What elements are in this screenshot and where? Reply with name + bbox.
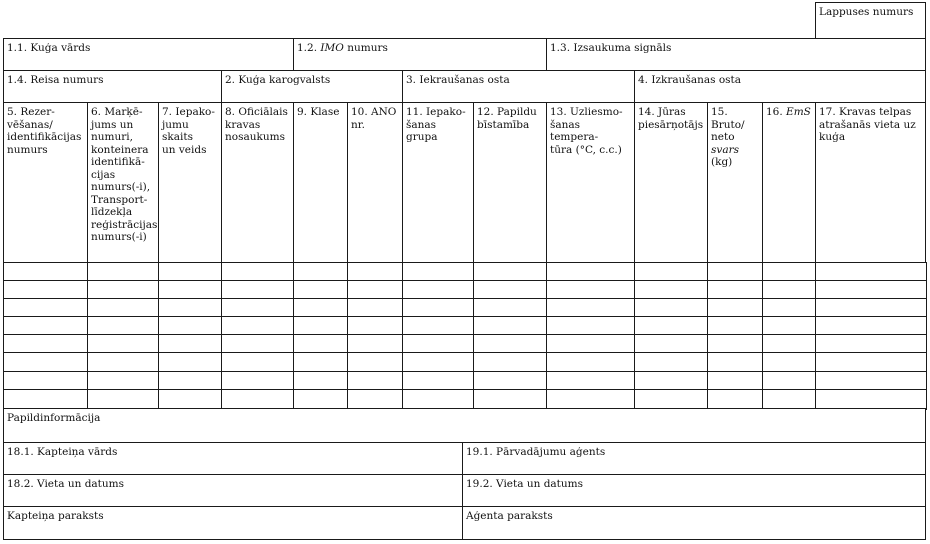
- shipping-agent-field[interactable]: [462, 442, 926, 475]
- grid-cell[interactable]: [762, 316, 816, 335]
- grid-cell[interactable]: [402, 262, 474, 281]
- grid-cell[interactable]: [158, 298, 222, 317]
- grid-cell[interactable]: [293, 389, 348, 410]
- grid-cell[interactable]: [3, 316, 88, 335]
- ship-name-field[interactable]: [3, 38, 294, 71]
- column-header-7: [158, 102, 222, 263]
- grid-cell[interactable]: [87, 389, 159, 410]
- grid-cell[interactable]: [158, 352, 222, 372]
- column-header-8-label: 8. Oficiālais kravas nosaukums: [225, 106, 288, 143]
- grid-cell[interactable]: [87, 371, 159, 390]
- grid-cell[interactable]: [347, 280, 403, 299]
- grid-cell[interactable]: [473, 352, 547, 372]
- column-header-15-label: 15. Bruto/ neto svars (kg): [711, 106, 745, 168]
- agent-signature-field[interactable]: [462, 506, 926, 540]
- column-header-5: [3, 102, 88, 263]
- grid-cell[interactable]: [402, 280, 474, 299]
- grid-cell[interactable]: [762, 334, 816, 353]
- shipping-agent-label: 19.1. Pārvadājumu aģents: [466, 446, 606, 458]
- grid-cell[interactable]: [293, 298, 348, 317]
- grid-cell[interactable]: [3, 389, 88, 410]
- grid-cell[interactable]: [546, 280, 635, 299]
- grid-cell[interactable]: [473, 316, 547, 335]
- grid-cell[interactable]: [221, 280, 294, 299]
- grid-cell[interactable]: [3, 371, 88, 390]
- column-header-5-label: 5. Rezer- vēšanas/ identifikācijas numurs: [7, 106, 82, 156]
- grid-cell[interactable]: [402, 371, 474, 390]
- grid-cell[interactable]: [87, 352, 159, 372]
- column-header-16-label: 16. EmS: [766, 106, 811, 118]
- grid-cell[interactable]: [3, 280, 88, 299]
- master-name-field[interactable]: [3, 442, 463, 475]
- grid-cell[interactable]: [347, 334, 403, 353]
- call-sign-field[interactable]: [546, 38, 926, 71]
- agent-place-date-label: 19.2. Vieta un datums: [466, 478, 584, 490]
- grid-cell[interactable]: [158, 371, 222, 390]
- grid-cell[interactable]: [87, 298, 159, 317]
- grid-cell[interactable]: [473, 298, 547, 317]
- grid-cell[interactable]: [347, 298, 403, 317]
- grid-cell[interactable]: [293, 371, 348, 390]
- master-signature-field[interactable]: [3, 506, 463, 540]
- grid-cell[interactable]: [473, 334, 547, 353]
- grid-cell[interactable]: [634, 262, 708, 281]
- grid-cell[interactable]: [158, 316, 222, 335]
- column-header-17-label: 17. Kravas telpas atrašanās vieta uz kuģa: [819, 106, 916, 143]
- grid-cell[interactable]: [3, 334, 88, 353]
- grid-cell[interactable]: [815, 389, 927, 410]
- additional-info-label: Papildinformācija: [7, 412, 101, 424]
- column-header-6: [87, 102, 159, 263]
- flag-state-field[interactable]: [221, 70, 403, 103]
- grid-cell[interactable]: [347, 371, 403, 390]
- ship-name-label: 1.1. Kuģa vārds: [7, 42, 91, 54]
- port-of-discharge-label: 4. Izkraušanas osta: [638, 74, 742, 86]
- grid-cell[interactable]: [87, 316, 159, 335]
- column-header-8: [221, 102, 294, 263]
- grid-cell[interactable]: [546, 389, 635, 410]
- grid-cell[interactable]: [3, 352, 88, 372]
- grid-cell[interactable]: [87, 334, 159, 353]
- grid-cell[interactable]: [634, 352, 708, 372]
- grid-cell[interactable]: [815, 262, 927, 281]
- grid-cell[interactable]: [762, 298, 816, 317]
- column-header-15: [707, 102, 763, 263]
- column-header-13: [546, 102, 635, 263]
- grid-cell[interactable]: [293, 316, 348, 335]
- grid-cell[interactable]: [634, 371, 708, 390]
- page-number-field[interactable]: [815, 2, 926, 39]
- grid-cell[interactable]: [634, 316, 708, 335]
- grid-cell[interactable]: [402, 389, 474, 410]
- grid-cell[interactable]: [221, 316, 294, 335]
- column-header-11-label: 11. Iepako- šanas grupa: [406, 106, 466, 143]
- grid-cell[interactable]: [221, 371, 294, 390]
- grid-cell[interactable]: [473, 262, 547, 281]
- column-header-9-label: 9. Klase: [297, 106, 340, 118]
- grid-cell[interactable]: [707, 352, 763, 372]
- column-header-6-label: 6. Marķē- jums un numuri, konteinera identifikā- cijas numurs(-i), Transport- līdzekļa reģistrācijas numurs(-i): [91, 106, 158, 243]
- grid-cell[interactable]: [3, 298, 88, 317]
- grid-cell[interactable]: [221, 352, 294, 372]
- grid-cell[interactable]: [815, 280, 927, 299]
- column-header-7-label: 7. Iepako- jumu skaits un veids: [162, 106, 215, 156]
- grid-cell[interactable]: [762, 389, 816, 410]
- grid-cell[interactable]: [473, 371, 547, 390]
- grid-cell[interactable]: [87, 262, 159, 281]
- grid-cell[interactable]: [221, 262, 294, 281]
- imo-number-label: 1.2. IMO numurs: [297, 42, 388, 54]
- grid-cell[interactable]: [707, 316, 763, 335]
- grid-cell[interactable]: [221, 334, 294, 353]
- grid-cell[interactable]: [815, 371, 927, 390]
- grid-cell[interactable]: [707, 389, 763, 410]
- grid-cell[interactable]: [158, 334, 222, 353]
- grid-cell[interactable]: [815, 316, 927, 335]
- grid-cell[interactable]: [634, 298, 708, 317]
- grid-cell[interactable]: [347, 352, 403, 372]
- port-of-loading-field[interactable]: [402, 70, 635, 103]
- grid-cell[interactable]: [347, 316, 403, 335]
- column-header-14: [634, 102, 708, 263]
- port-of-discharge-field[interactable]: [634, 70, 926, 103]
- grid-cell[interactable]: [221, 389, 294, 410]
- grid-cell[interactable]: [634, 389, 708, 410]
- grid-cell[interactable]: [707, 298, 763, 317]
- column-header-13-label: 13. Uzliesmo- šanas tempera- tūra (°C, c.c.): [550, 106, 623, 156]
- grid-cell[interactable]: [634, 280, 708, 299]
- column-header-17: [815, 102, 926, 263]
- grid-cell[interactable]: [473, 389, 547, 410]
- column-header-10-label: 10. ANO nr.: [351, 106, 397, 131]
- grid-cell[interactable]: [546, 371, 635, 390]
- grid-cell[interactable]: [3, 262, 88, 281]
- agent-signature-label: Aģenta paraksts: [466, 510, 553, 522]
- port-of-loading-label: 3. Iekraušanas osta: [406, 74, 510, 86]
- grid-cell[interactable]: [293, 280, 348, 299]
- grid-cell[interactable]: [87, 280, 159, 299]
- grid-cell[interactable]: [634, 334, 708, 353]
- grid-cell[interactable]: [402, 298, 474, 317]
- column-header-10: [347, 102, 403, 263]
- grid-cell[interactable]: [402, 334, 474, 353]
- additional-info-field[interactable]: [3, 408, 926, 443]
- grid-cell[interactable]: [293, 334, 348, 353]
- master-signature-label: Kapteiņa paraksts: [7, 510, 104, 522]
- page-number-label: Lappuses numurs: [819, 6, 914, 18]
- grid-cell[interactable]: [473, 280, 547, 299]
- column-header-14-label: 14. Jūras piesārņotājs: [638, 106, 704, 131]
- grid-cell[interactable]: [221, 298, 294, 317]
- grid-cell[interactable]: [158, 389, 222, 410]
- grid-cell[interactable]: [762, 371, 816, 390]
- grid-cell[interactable]: [762, 262, 816, 281]
- grid-cell[interactable]: [815, 334, 927, 353]
- grid-cell[interactable]: [546, 298, 635, 317]
- grid-cell[interactable]: [546, 334, 635, 353]
- master-place-date-field[interactable]: [3, 474, 463, 507]
- grid-cell[interactable]: [402, 352, 474, 372]
- column-header-12-label: 12. Papildu bīstamība: [477, 106, 537, 131]
- grid-cell[interactable]: [762, 280, 816, 299]
- flag-state-label: 2. Kuģa karogvalsts: [225, 74, 331, 86]
- column-header-9: [293, 102, 348, 263]
- column-header-16: [762, 102, 816, 263]
- column-header-12: [473, 102, 547, 263]
- grid-cell[interactable]: [347, 389, 403, 410]
- imo-number-field[interactable]: [293, 38, 547, 71]
- grid-cell[interactable]: [158, 262, 222, 281]
- grid-cell[interactable]: [707, 262, 763, 281]
- grid-cell[interactable]: [402, 316, 474, 335]
- column-header-11: [402, 102, 474, 263]
- voyage-number-field[interactable]: [3, 70, 222, 103]
- grid-cell[interactable]: [546, 352, 635, 372]
- grid-cell[interactable]: [707, 334, 763, 353]
- master-name-label: 18.1. Kapteiņa vārds: [7, 446, 118, 458]
- grid-cell[interactable]: [293, 262, 348, 281]
- grid-cell[interactable]: [707, 280, 763, 299]
- voyage-number-label: 1.4. Reisa numurs: [7, 74, 104, 86]
- grid-cell[interactable]: [762, 352, 816, 372]
- agent-place-date-field[interactable]: [462, 474, 926, 507]
- grid-cell[interactable]: [546, 316, 635, 335]
- grid-cell[interactable]: [347, 262, 403, 281]
- grid-cell[interactable]: [815, 352, 927, 372]
- master-place-date-label: 18.2. Vieta un datums: [7, 478, 125, 490]
- grid-cell[interactable]: [815, 298, 927, 317]
- grid-cell[interactable]: [546, 262, 635, 281]
- grid-cell[interactable]: [293, 352, 348, 372]
- grid-cell[interactable]: [158, 280, 222, 299]
- grid-cell[interactable]: [707, 371, 763, 390]
- call-sign-label: 1.3. Izsaukuma signāls: [550, 42, 672, 54]
